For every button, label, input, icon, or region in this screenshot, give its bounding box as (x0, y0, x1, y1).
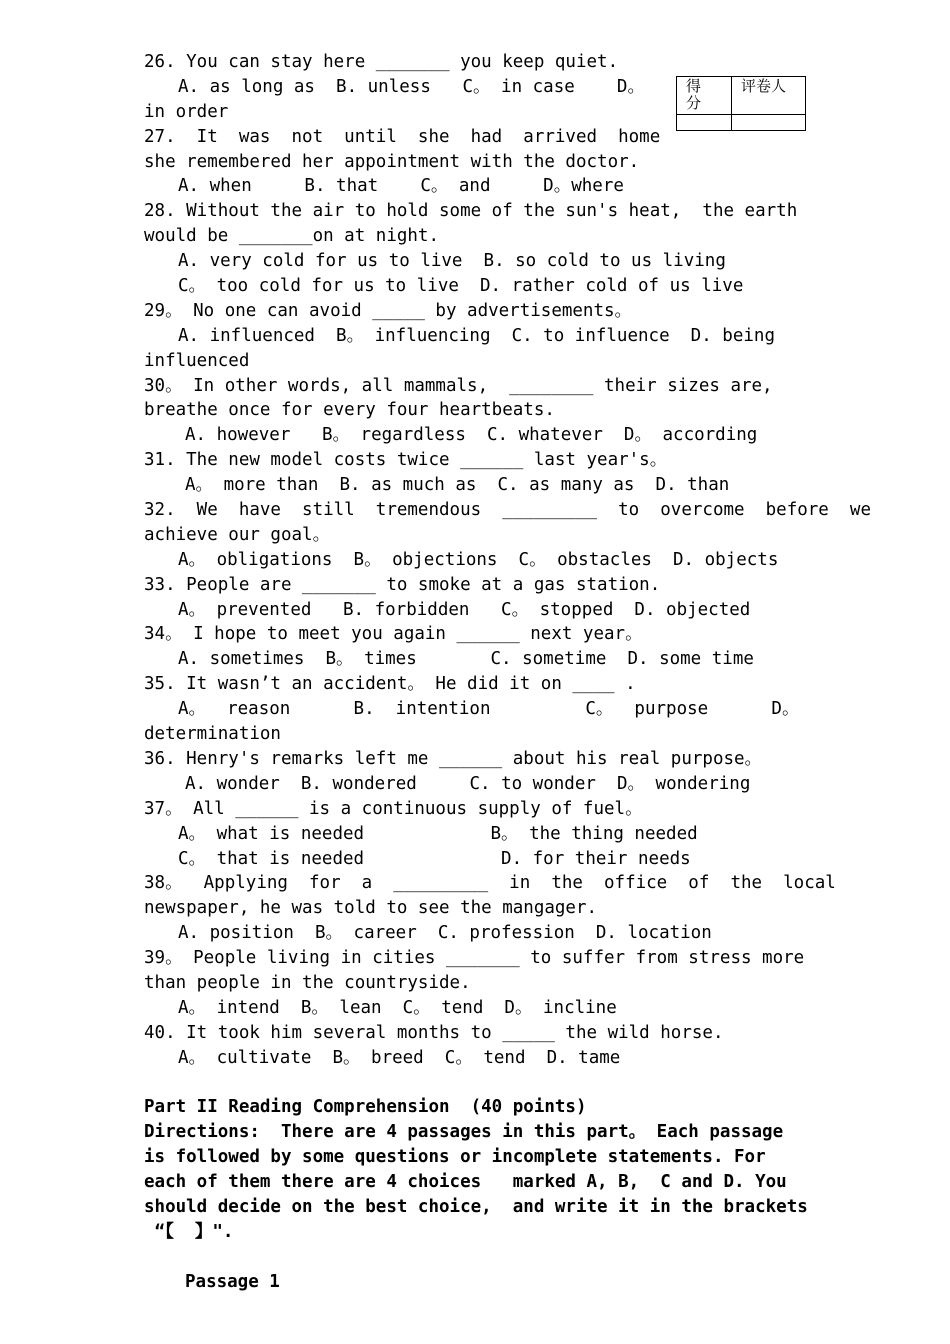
passage-title: Passage 1 (185, 1271, 280, 1292)
part2-heading: Part II Reading Comprehension (40 points) (144, 1097, 587, 1118)
question-39-stem: 39。 People living in cities _______ to suffer from stress more (144, 948, 805, 969)
question-26-options-wrap: in order (144, 101, 229, 122)
question-29-options: A. influenced B。 influencing C. to influence D. being (178, 325, 775, 346)
question-31-stem: 31. The new model costs twice ______ last year's。 (144, 450, 668, 471)
question-36-stem: 36. Henry's remarks left me ______ about his real purpose。 (144, 748, 763, 769)
part2-directions: “【 】". (144, 1221, 234, 1242)
question-38-stem: 38。 Applying for a _________ in the office of the local (144, 873, 836, 894)
question-31-options: A。 more than B. as much as C. as many as D. than (185, 475, 730, 496)
question-37-stem: 37。 All ______ is a continuous supply of fuel。 (144, 798, 643, 819)
question-38-stem: newspaper, he was told to see the mangager. (144, 898, 598, 919)
part2-directions: Directions: There are 4 passages in this part。 Each passage (144, 1122, 784, 1143)
question-27-options: A. when B. that C。 and D。where (178, 176, 624, 197)
question-28-options: A. very cold for us to live B. so cold to us living (178, 251, 726, 272)
question-40-options: A。 cultivate B。 breed C。 tend D. tame (178, 1047, 621, 1068)
question-35-stem: 35. It wasn’t an accident。 He did it on ____ . (144, 674, 636, 695)
question-35-options: A。 reason B. intention C。 purpose D。 (178, 699, 800, 720)
question-39-stem: than people in the countryside. (144, 972, 471, 993)
question-37-options: C。 that is needed D. for their needs (178, 848, 691, 869)
question-30-stem: breathe once for every four heartbeats. (144, 400, 555, 421)
question-32-options: A。 obligations B。 objections C。 obstacles D. objects (178, 549, 779, 570)
spacer (144, 1245, 808, 1270)
score-label: 得分 (686, 77, 702, 112)
question-29-options-wrap: influenced (144, 350, 250, 371)
question-35-options-wrap: determination (144, 724, 281, 745)
question-39-options: A。 intend B。 lean C。 tend D。 incline (178, 997, 617, 1018)
question-26-stem: 26. You can stay here _______ you keep quiet. (144, 52, 619, 72)
part2-directions: should decide on the best choice, and write it in the brackets (144, 1196, 808, 1217)
question-30-options: A. however B。 regardless C. whatever D。 according (185, 425, 758, 446)
question-list (144, 50, 871, 1295)
question-34-options: A. sometimes B。 times C. sometime D. some time (178, 649, 754, 670)
question-36-options: A. wonder B. wondered C. to wonder D。 wondering (185, 773, 751, 794)
question-28-stem: 28. Without the air to hold some of the sun's heat, the earth (144, 201, 798, 222)
question-38-options: A. position B。 career C. profession D. location (178, 923, 712, 944)
question-40-stem: 40. It took him several months to _____ the wild horse. (144, 1022, 724, 1043)
question-29-stem: 29。 No one can avoid _____ by advertisements。 (144, 300, 633, 321)
question-28-options: C。 too cold for us to live D. rather cold of us live (178, 276, 744, 297)
question-34-stem: 34。 I hope to meet you again ______ next year。 (144, 624, 643, 645)
grader-label: 评卷人 (741, 77, 787, 95)
spacer (144, 1071, 808, 1096)
question-32-stem: achieve our goal。 (144, 524, 331, 545)
question-28-stem: would be _______on at night. (144, 226, 440, 247)
question-37-options: A。 what is needed B。 the thing needed (178, 823, 698, 844)
part2-directions: is followed by some questions or incomplete statements. For (144, 1147, 766, 1168)
question-27-stem: 27. It was not until she had arrived home (144, 126, 661, 147)
question-33-options: A。 prevented B. forbidden C。 stopped D. objected (178, 599, 751, 620)
question-30-stem: 30。 In other words, all mammals, ________ their sizes are, (144, 375, 773, 396)
question-26-options: A. as long as B. unless C。 in case D。 (178, 76, 645, 97)
question-33-stem: 33. People are _______ to smoke at a gas station. (144, 574, 661, 595)
question-27-stem: she remembered her appointment with the doctor. (144, 151, 640, 172)
part2-directions: each of them there are 4 choices marked A, B, C and D. You (144, 1172, 787, 1193)
question-32-stem: 32. We have still tremendous _________ to overcome before we (144, 500, 871, 521)
